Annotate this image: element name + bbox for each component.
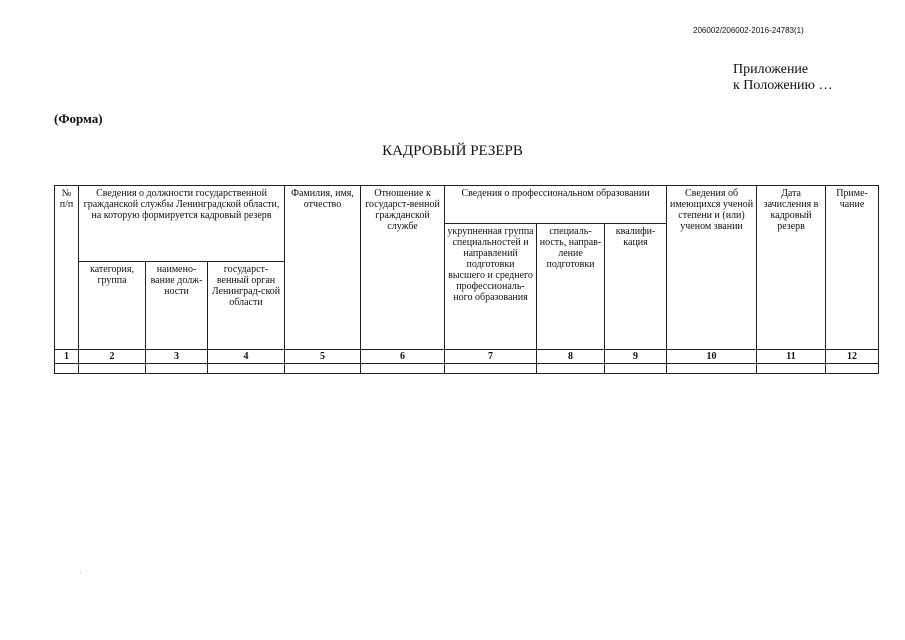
empty-cell xyxy=(146,364,208,374)
appendix-line-1: Приложение xyxy=(733,62,809,77)
empty-cell xyxy=(605,364,667,374)
header-degree: Сведения об имеющихся ученой степени и (или) ученом звании xyxy=(667,186,757,350)
empty-cell xyxy=(285,364,361,374)
column-number: 6 xyxy=(361,350,445,364)
empty-cell xyxy=(445,364,537,374)
header-education: Сведения о профессиональном образовании xyxy=(445,186,667,224)
column-number: 12 xyxy=(826,350,879,364)
subheader-name: наимено-вание долж-ности xyxy=(146,262,208,350)
subheader-qualification: квалифи-кация xyxy=(605,224,667,350)
header-num: № п/п xyxy=(55,186,79,350)
header-date: Дата зачисления в кадровый резерв xyxy=(757,186,826,350)
empty-cell xyxy=(826,364,879,374)
subheader-organ: государст-венный орган Ленинград-ской области xyxy=(208,262,285,350)
table-row xyxy=(55,364,879,374)
header-attitude: Отношение к государст-венной гражданской службе xyxy=(361,186,445,350)
page-title: КАДРОВЫЙ РЕЗЕРВ xyxy=(382,143,523,159)
column-number: 9 xyxy=(605,350,667,364)
column-number: 10 xyxy=(667,350,757,364)
personnel-reserve-table xyxy=(54,185,879,374)
column-number: 11 xyxy=(757,350,826,364)
column-number: 3 xyxy=(146,350,208,364)
empty-cell xyxy=(537,364,605,374)
appendix-line-2: к Положению … xyxy=(733,78,833,93)
header-position: Сведения о должности государственной гражданской службы Ленинградской области, на которую формируется кадровый резерв xyxy=(79,186,285,262)
subheader-category: категория, группа xyxy=(79,262,146,350)
empty-cell xyxy=(208,364,285,374)
empty-cell xyxy=(55,364,79,374)
column-number-row xyxy=(55,350,879,364)
appendix-reference xyxy=(733,62,833,94)
empty-cell xyxy=(667,364,757,374)
subheader-group: укрупненная группа специальностей и направлений подготовки высшего и среднего профессиональ-ного образования xyxy=(445,224,537,350)
column-number: 1 xyxy=(55,350,79,364)
form-label: (Форма) xyxy=(54,111,103,126)
empty-cell xyxy=(757,364,826,374)
empty-cell xyxy=(361,364,445,374)
header-fio: Фамилия, имя, отчество xyxy=(285,186,361,350)
scan-speck xyxy=(80,572,81,573)
empty-cell xyxy=(79,364,146,374)
column-number: 7 xyxy=(445,350,537,364)
column-number: 8 xyxy=(537,350,605,364)
column-number: 2 xyxy=(79,350,146,364)
column-number: 5 xyxy=(285,350,361,364)
subheader-specialty: специаль-ность, направ-ление подготовки xyxy=(537,224,605,350)
header-note: Приме-чание xyxy=(826,186,879,350)
document-id: 206002/206002-2016-24783(1) xyxy=(693,26,804,35)
column-number: 4 xyxy=(208,350,285,364)
